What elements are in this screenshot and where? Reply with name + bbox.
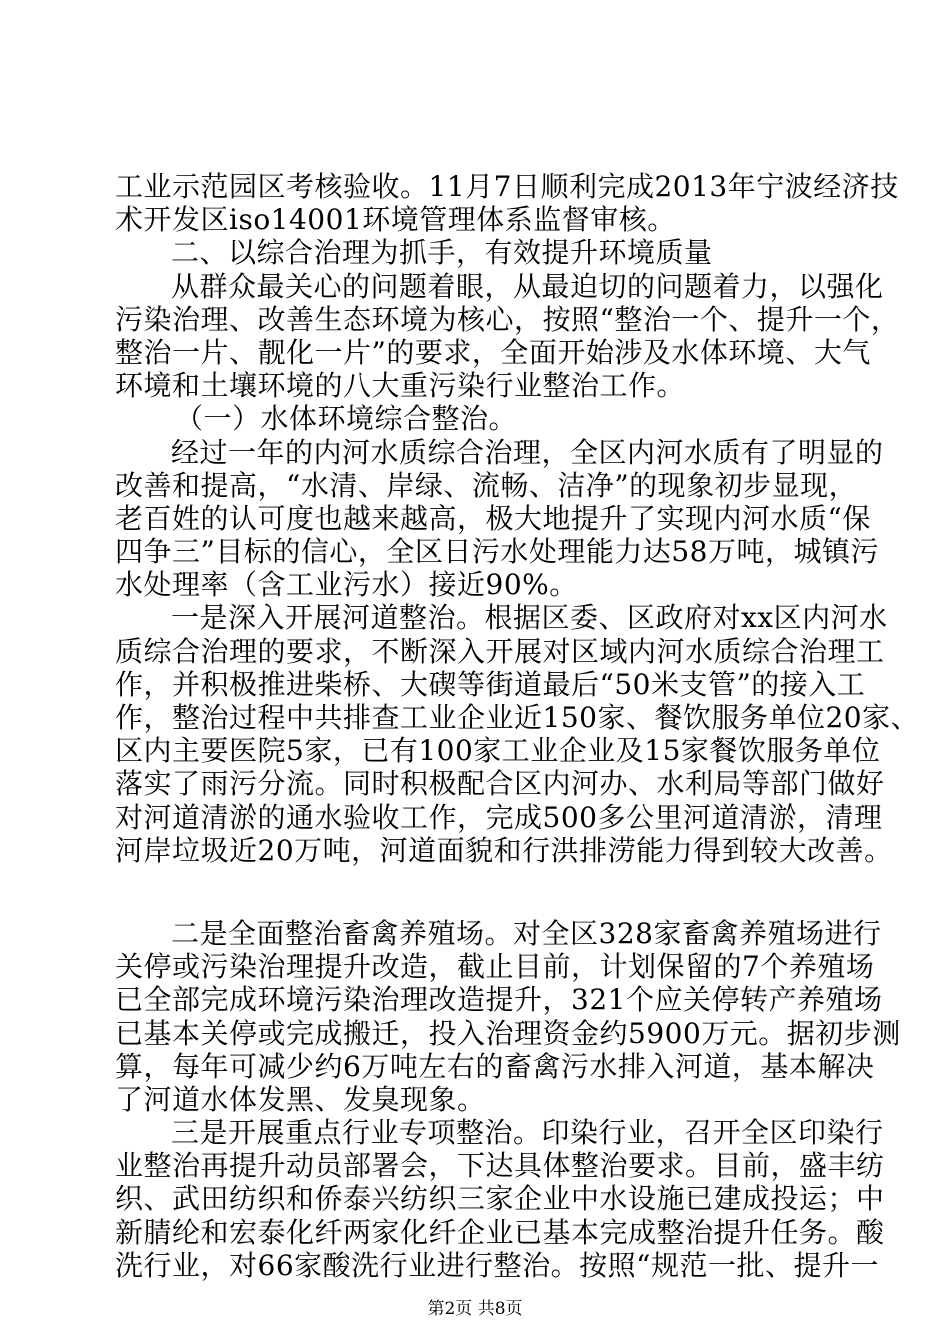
paragraph-gap: [115, 867, 840, 917]
text-line: 污染治理、改善生态环境为核心，按照“整治一个、提升一个，: [115, 302, 900, 336]
text-line: 织、武田纺织和侨泰兴纺织三家企业中水设施已建成投运；中: [115, 1182, 885, 1216]
text-line: 环境和土壤环境的八大重污染行业整治工作。: [115, 369, 686, 403]
subsection-heading: （一）水体环境综合整治。: [175, 402, 518, 436]
text-line: 整治一片、靓化一片”的要求，全面开始涉及水体环境、大气: [115, 335, 871, 369]
text-line: 已全部完成环境污染治理改造提升，321个应关停转产养殖场: [115, 983, 883, 1017]
text-line: 四争三”目标的信心，全区日污水处理能力达58万吨，城镇污: [115, 535, 879, 569]
text-line: 了河道水体发黑、发臭现象。: [115, 1082, 486, 1116]
text-line: 从群众最关心的问题着眼，从最迫切的问题着力，以强化: [171, 269, 884, 303]
text-line: 作，整治过程中共排查工业企业近150家、餐饮服务单位20家、: [115, 701, 920, 734]
text-line: 作，并积极推进柴桥、大碶等街道最后“50米支管”的接入工: [115, 667, 866, 701]
text-line: 工业示范园区考核验收。11月7日顺利完成2013年宁波经济技: [115, 170, 899, 203]
text-line: 已基本关停或完成搬迁，投入治理资金约5900万元。据初步测: [115, 1016, 901, 1050]
text-line: 水处理率（含工业污水）接近90%。: [115, 568, 578, 602]
text-line: 质综合治理的要求，不断深入开展对区域内河水质综合治理工: [115, 634, 885, 668]
text-line: 落实了雨污分流。同时积极配合区内河办、水利局等部门做好: [115, 767, 885, 801]
text-line: 区内主要医院5家，已有100家工业企业及15家餐饮服务单位: [115, 734, 881, 768]
text-line: 洗行业，对66家酸洗行业进行整治。按照“规范一批、提升一: [115, 1248, 879, 1282]
text-line: 业整治再提升动员部署会，下达具体整治要求。目前，盛丰纺: [115, 1149, 885, 1183]
document-body: [115, 170, 920, 1282]
text-line: 算，每年可减少约6万吨左右的畜禽污水排入河道，基本解决: [115, 1049, 875, 1083]
section-heading: 二、以综合治理为抓手，有效提升环境质量: [171, 236, 713, 270]
text-line: 二是全面整治畜禽养殖场。对全区328家畜禽养殖场进行: [171, 916, 882, 950]
text-line: 对河道清淤的通水验收工作，完成500多公里河道清淤，清理: [115, 800, 883, 834]
text-line: 新腈纶和宏泰化纤两家化纤企业已基本完成整治提升任务。酸: [115, 1215, 885, 1249]
text-line: 一是深入开展河道整治。根据区委、区政府对xx区内河水: [171, 601, 888, 635]
text-line: 经过一年的内河水质综合治理，全区内河水质有了明显的: [171, 435, 884, 469]
text-line: 三是开展重点行业专项整治。印染行业，召开全区印染行: [171, 1116, 884, 1150]
text-line: 河岸垃圾近20万吨，河道面貌和行洪排涝能力得到较大改善。: [115, 833, 893, 867]
text-line: 关停或污染治理提升改造，截止目前，计划保留的7个养殖场: [115, 950, 875, 984]
text-line: 改善和提高，“水清、岸绿、流畅、洁净”的现象初步显现，: [115, 468, 858, 502]
text-line: 老百姓的认可度也越来越高，极大地提升了实现内河水质“保: [115, 501, 871, 535]
text-line: 术开发区iso14001环境管理体系监督审核。: [115, 203, 676, 237]
page-footer: [0, 1294, 950, 1319]
page-number: 第2页 共8页: [427, 1299, 523, 1319]
